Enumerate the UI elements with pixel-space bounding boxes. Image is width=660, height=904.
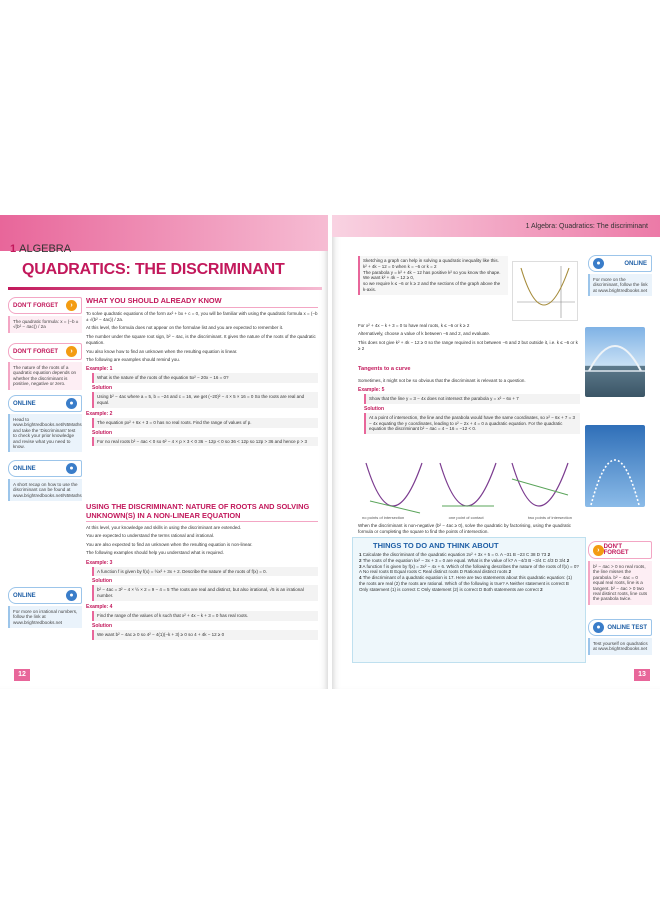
water-arc-image: [585, 425, 645, 507]
things-to-do-box: [352, 537, 586, 663]
title-rule: [8, 287, 322, 290]
example-label: Example: 1: [86, 366, 113, 373]
example-text: What is the nature of the roots of the equation 5x² − 20x − 16 = 0?: [92, 373, 318, 383]
solution-text: At a point of intersection, the line and the parabola would have the same coordinates, so x² − 6x + 7 = 3 − 4x equating the y coordinates, leading to x² − 2x + 4 = 0 a quadratic equation. For the quadratic equation the discriminant b² − 4ac = 4 − 16 = −12 < 0.: [364, 413, 580, 434]
right-page: [332, 215, 660, 689]
solution-text: b² − 4ac = 3² − 4 × ½ × 2 = 9 − 4 = 5 The roots are real and distinct, but also irrational, √5 is an irrational number.: [92, 585, 318, 601]
solution-label: Solution: [364, 405, 384, 412]
paragraph: To solve quadratic equations of the form ax² + bx + c = 0, you will be familiar with using the quadratic formula x = (−b ± √(b² − 4ac)) / 2a.: [86, 310, 318, 322]
globe-icon: ●: [593, 258, 604, 269]
things-heading: THINGS TO DO AND THINK ABOUT: [373, 541, 499, 550]
paragraph: The following examples should help you understand what is required.: [86, 550, 224, 556]
sidebar-online-3: [8, 587, 82, 628]
question-item: 2 The roots of the equation kx² − 3x + 3 = 0 are equal. What is the value of k? A −4/3 B −3/4 C 4/3 D 3/4 2: [359, 557, 570, 563]
parabola-graph: [512, 261, 578, 321]
online-header: ONLINE ●: [8, 395, 82, 412]
tangent-diagram-labels: no points of intersection one point of contact two points of intersection: [362, 515, 572, 520]
online-test-header: ● ONLINE TEST: [588, 619, 652, 636]
online-header: ONLINE ●: [8, 460, 82, 477]
solution-label: Solution: [92, 578, 112, 585]
question-item: 3 A function f is given by f(x) = 3x² − 4x + 6. Which of the following describes the nature of the roots of f(x) = 0? A No real roots B Equal roots C Real distinct roots D Rational distinct roots 2: [359, 563, 579, 575]
solution-label: Solution: [92, 385, 112, 392]
page-number: 13: [634, 669, 650, 681]
chapter-label: 1 ALGEBRA: [10, 243, 72, 255]
question-list: [353, 552, 585, 593]
section-heading: WHAT YOU SHOULD ALREADY KNOW: [86, 297, 318, 308]
paragraph: You are also expected to find an unknown when the resulting equation is non-linear.: [86, 541, 253, 547]
running-header: 1 Algebra: Quadratics: The discriminant: [525, 223, 648, 230]
dont-forget-text: The quadratic formula: x = (−b ± √(b² − 4ac)) / 2a: [8, 316, 82, 333]
sidebar-dont-forget-2: [8, 343, 82, 390]
inequality-working: [358, 255, 508, 297]
dont-forget-text: b² − 4ac > 0 no real roots, the line misses the parabola. b² − 4ac = 0 equal real roots, line is a tangent. b² − 4ac > 0 two real distinct roots, line cuts the parabola twice.: [588, 561, 652, 605]
tangent-diagrams: [362, 459, 572, 517]
inequality-working-2: For x² + 4x − k + 3 = 0 to have real roots, k ≤ −6 or k ≥ 2 Alternatively, choose a value of k between −6 and 2, and evaluate. This does not give k² + 4k − 12 ≥ 0 so the range required is not between −6 and 2 but outside it, i.e. k ≤ −6 or k ≥ 2: [358, 323, 578, 352]
bridge-photo: [585, 327, 645, 397]
paragraph: The following are examples should remind you.: [86, 356, 181, 362]
globe-icon: ●: [66, 398, 77, 409]
online-test-text[interactable]: Test yourself on quadratics at www.brightredbooks.net: [588, 638, 652, 655]
online-text[interactable]: Head to www.brightredbooks.net/N5Maths and take the 'Discriminant' test to check your prior knowledge and revise what you need to know.: [8, 414, 82, 452]
arrow-icon: ›: [66, 300, 77, 311]
globe-icon: ●: [66, 463, 77, 474]
question-item: 1 Calculate the discriminant of the quadratic equation 2x² + 3x + 5 = 0. A −31 B −23 C 38 D 73 2: [359, 552, 551, 557]
example-text: A function f is given by f(x) = ½x² + 3x + 2. Describe the nature of the roots of f(x) = 0.: [92, 567, 318, 577]
globe-icon: ●: [593, 622, 604, 633]
dont-forget-header: › DON'T FORGET: [588, 541, 652, 559]
solution-label: Solution: [92, 429, 112, 436]
tangent-closing: When the discriminant is non-negative (b² − 4ac ≥ 0), solve the quadratic by factorising, using the quadratic formula or completing the square to find the points of intersection.: [358, 523, 571, 535]
book-spread: [0, 215, 660, 689]
solution-text: Using b² − 4ac where a = 5, b = −24 and c = 16, we get (−20)² − 4 × 5 × 16 = 0 So the roots are real and equal.: [92, 392, 318, 408]
example-label: Example: 3: [86, 559, 113, 566]
globe-icon: ●: [66, 590, 77, 601]
page-number: 12: [14, 669, 30, 681]
online-header: ONLINE ●: [8, 587, 82, 604]
section-already-know: [86, 297, 318, 448]
dont-forget-text: The nature of the roots of a quadratic equation depends on whether the discriminant is positive, negative or zero.: [8, 362, 82, 390]
question-item: 4 The discriminant of a quadratic equation is 17. Here are two statements about this quadratic equation: (1) the roots are real (2) the roots are rational. Which of the following is true? A Neither statement is correct B Only statement (1) is correct C Only statement (2) is correct D Both statements are correct 2: [359, 575, 573, 592]
sidebar-online-test: [588, 619, 652, 655]
example-text: The equation px² + 6x + 3 = 0 has no real roots. Find the range of values of p.: [92, 418, 318, 428]
solution-label: Solution: [92, 622, 112, 629]
left-page: [0, 215, 328, 689]
online-header: ● ONLINE: [588, 255, 652, 272]
sidebar-dont-forget-1: [8, 297, 82, 333]
sidebar-online-right: [588, 255, 652, 296]
paragraph: At this level, the formula does not appear on the formulae list and you are expected to remember it.: [86, 325, 284, 331]
page-title: QUADRATICS: THE DISCRIMINANT: [22, 261, 285, 278]
paragraph: You are expected to understand the terms rational and irrational.: [86, 533, 215, 539]
example-label: Example: 4: [86, 604, 113, 611]
paragraph: The number under the square root sign, b² − 4ac, is the discriminant. It gives the nature of the roots of the quadratic equation.: [86, 333, 316, 346]
sidebar-dont-forget-right: [588, 541, 652, 605]
example-label: Example: 5: [358, 386, 385, 393]
online-text[interactable]: A short recap on how to use the discriminant can be found at www.brightredbooks.net/N5Maths: [8, 479, 82, 501]
paragraph: Sometimes, it might not be so obvious that the discriminant is relevant to a question.: [358, 377, 526, 383]
tangents-section: [358, 365, 580, 436]
sidebar-online-2: [8, 460, 82, 501]
paragraph: You also know how to find an unknown when the resulting equation is linear.: [86, 348, 238, 354]
fountain-photo: [585, 425, 645, 507]
example-text: Find the range of the values of k such that x² + 4x − k + 3 = 0 has real roots.: [92, 611, 318, 621]
arch-bridge-image: [585, 327, 645, 397]
arrow-icon: ›: [593, 545, 604, 556]
example-label: Example: 2: [86, 410, 113, 417]
sidebar-online-1: [8, 395, 82, 452]
online-text[interactable]: For more on irrational numbers, follow the link at www.brightredbooks.net: [8, 606, 82, 628]
example-text: Show that the line y = 3 − 4x does not intersect the parabola y = x² − 6x + 7: [364, 394, 580, 404]
tangents-heading: Tangents to a curve: [358, 366, 411, 372]
online-text[interactable]: For more on the discriminant, follow the link at www.brightredbooks.net: [588, 274, 652, 296]
working-text: Sketching a graph can help in solving a quadratic inequality like this. k² + 4k − 12 = 0 when k = −6 or k = 2 The parabola y = k² + 4k − 12 has positive k² so you know the shape. We want k² + 4k − 12 ≥ 0, so we require k ≤ −6 or k ≥ 2 and the sections of the graph above the k-axis.: [358, 256, 508, 295]
section-using-discriminant: [86, 503, 318, 642]
solution-text: For no real roots b² − 4ac < 0 so 6² − 4 × p × 3 < 0 36 − 12p < 0 so 36 < 12p so 12p > 36 and hence p > 3: [92, 437, 318, 447]
paragraph: At this level, your knowledge and skills in using the discriminant are extended.: [86, 525, 242, 530]
dont-forget-header: DON'T FORGET ›: [8, 297, 82, 314]
solution-text: We want b² − 4ac ≥ 0 so 4² − 4(1)(−k + 3) ≥ 0 so 4 + 4k − 12 ≥ 0: [92, 630, 318, 640]
section-heading: USING THE DISCRIMINANT: NATURE OF ROOTS AND SOLVING UNKNOWN(S) IN A NON-LINEAR EQUATION: [86, 503, 318, 522]
dont-forget-header: DON'T FORGET ›: [8, 343, 82, 360]
arrow-icon: ›: [66, 346, 77, 357]
